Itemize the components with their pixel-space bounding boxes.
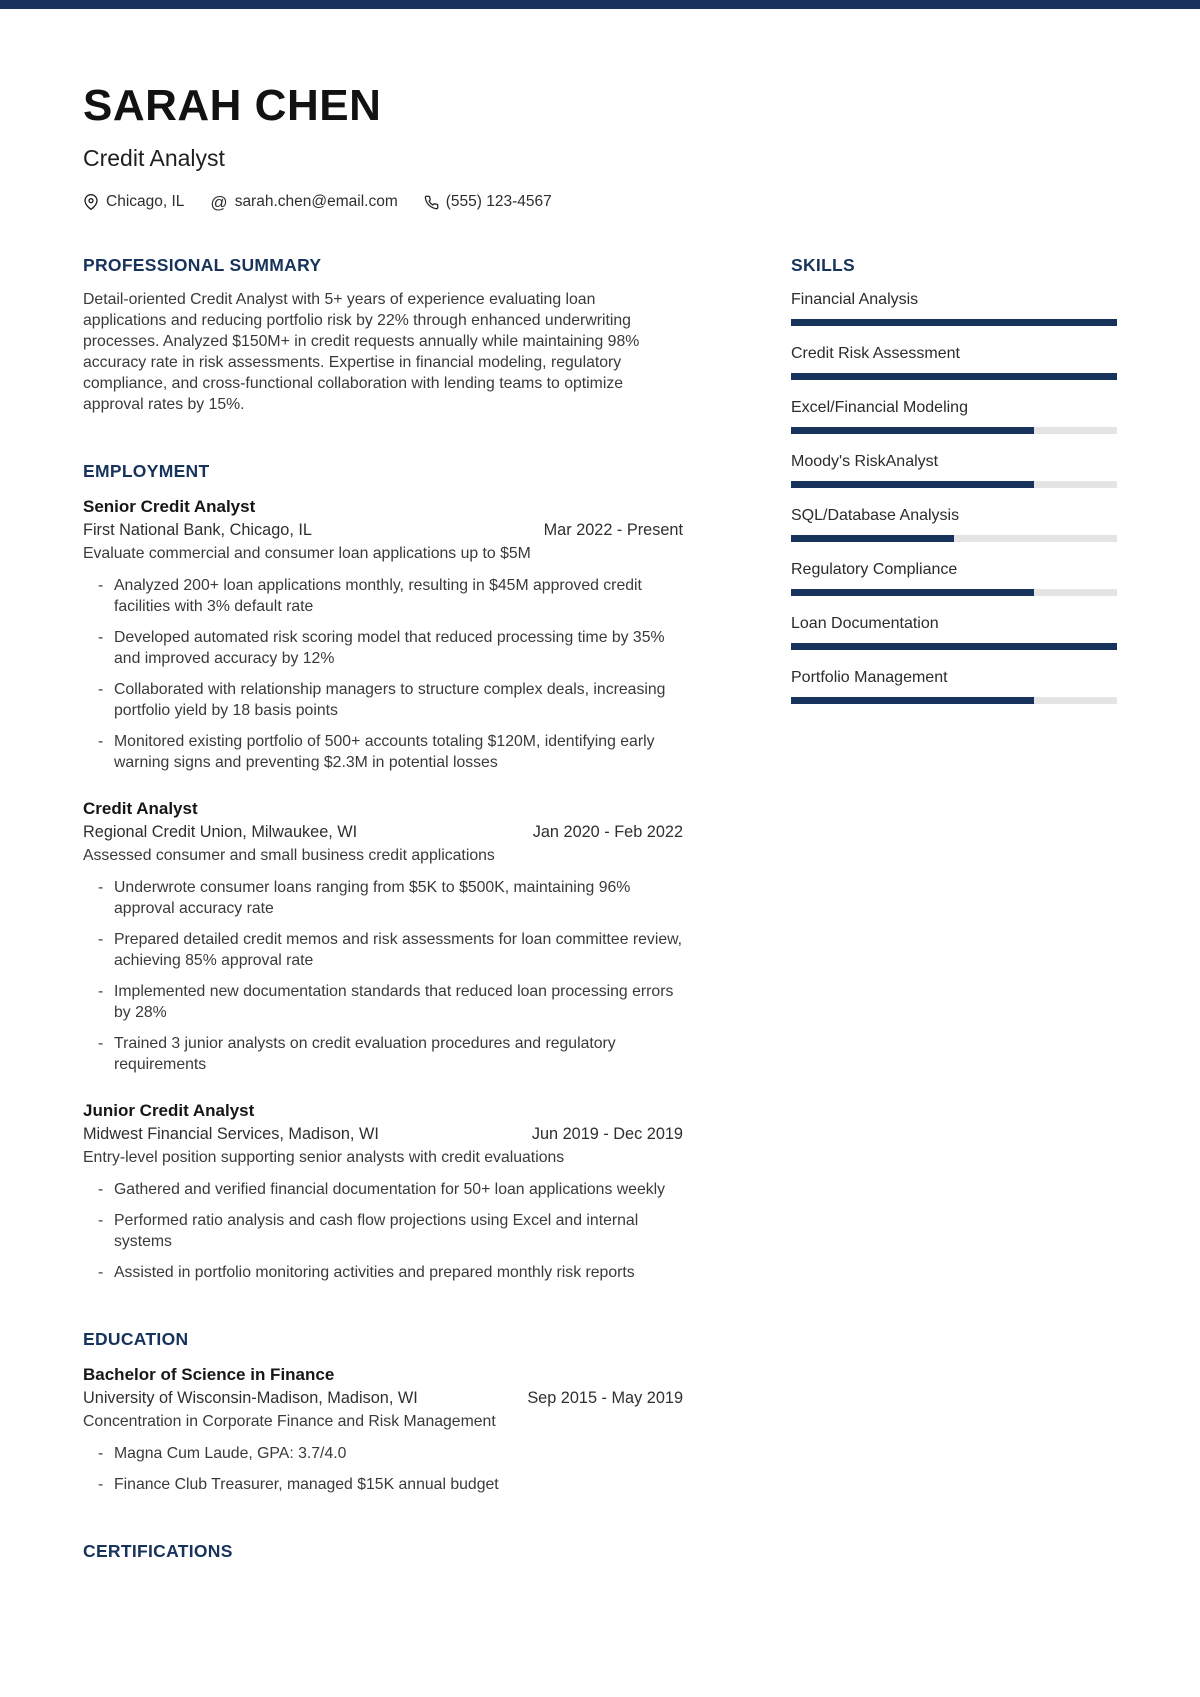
job-title: Credit Analyst <box>83 799 198 819</box>
bullet-item: - Trained 3 junior analysts on credit evaluation procedures and regulatory requirements <box>83 1033 683 1075</box>
skill-name: Portfolio Management <box>791 669 948 687</box>
person-name: SARAH CHEN <box>83 81 382 130</box>
skill-bar-track <box>791 697 1117 704</box>
contact-phone <box>424 193 552 211</box>
skill-bar-fill <box>791 319 1117 326</box>
skill-bar-track <box>791 319 1117 326</box>
skill-bar-fill <box>791 427 1034 434</box>
section-education <box>83 1329 683 1495</box>
skill-item <box>791 613 1117 650</box>
job-dates: Jan 2020 - Feb 2022 <box>532 823 683 842</box>
bullet-item: - Finance Club Treasurer, managed $15K annual budget <box>83 1474 683 1495</box>
skill-bar-track <box>791 589 1117 596</box>
contact-email-text: sarah.chen@email.com <box>234 193 398 211</box>
contact-location-text: Chicago, IL <box>106 193 185 211</box>
job-company: Midwest Financial Services, Madison, WI <box>83 1125 379 1144</box>
person-title: Credit Analyst <box>83 145 225 172</box>
skill-item <box>791 667 1117 704</box>
top-accent-bar <box>0 0 1200 9</box>
skill-bar-track <box>791 427 1117 434</box>
education-meta <box>83 1386 683 1410</box>
skill-name: Regulatory Compliance <box>791 561 958 579</box>
job-entry <box>83 797 683 1075</box>
bullet-item: - Performed ratio analysis and cash flow projections using Excel and internal systems <box>83 1210 683 1252</box>
skill-bar-fill <box>791 535 954 542</box>
job-summary: Entry-level position supporting senior analysts with credit evaluations <box>83 1149 565 1167</box>
bullet-item: - Implemented new documentation standards that reduced loan processing errors by 28% <box>83 981 683 1023</box>
skill-item <box>791 451 1117 488</box>
section-employment <box>83 461 683 1283</box>
bullet-item: - Underwrote consumer loans ranging from $5K to $500K, maintaining 96% approval accuracy rate <box>83 877 683 919</box>
skill-bar-track <box>791 373 1117 380</box>
summary-text: Detail-oriented Credit Analyst with 5+ years of experience evaluating loan applications and reducing portfolio risk by 22% through enhanced underwriting processes. Analyzed $150M+ in credit requests annually while maintaining 98% accuracy rate in risk assessments. Expertise in financial modeling, regulatory compliance, and cross-functional collaboration with lending teams to optimize approval rates by 15%. <box>83 291 640 414</box>
skill-bar-track <box>791 643 1117 650</box>
skill-item <box>791 559 1117 596</box>
bullet-item: - Developed automated risk scoring model that reduced processing time by 35% and improved accuracy by 12% <box>83 627 683 669</box>
job-dates: Mar 2022 - Present <box>543 521 683 540</box>
skill-item <box>791 289 1117 326</box>
location-pin-icon <box>83 194 99 210</box>
job-entry <box>83 495 683 773</box>
section-professional-summary <box>83 255 683 415</box>
phone-icon <box>424 195 439 210</box>
contact-location <box>83 193 184 211</box>
skill-bar-fill <box>791 373 1117 380</box>
contact-email <box>210 193 397 211</box>
job-bullets <box>83 1179 683 1283</box>
bullet-item: - Assisted in portfolio monitoring activities and prepared monthly risk reports <box>83 1262 683 1283</box>
education-bullets <box>83 1443 683 1495</box>
skill-bar-fill <box>791 697 1034 704</box>
resume-header <box>83 9 1117 211</box>
skill-item <box>791 343 1117 380</box>
section-certifications <box>83 1541 683 1562</box>
skill-bar-track <box>791 481 1117 488</box>
skill-name: Financial Analysis <box>791 291 919 309</box>
section-heading-employment: EMPLOYMENT <box>83 461 210 482</box>
skills-sidebar <box>791 255 1117 1575</box>
skill-bar-track <box>791 535 1117 542</box>
skill-bar-fill <box>791 481 1034 488</box>
bullet-item: - Gathered and verified financial documentation for 50+ loan applications weekly <box>83 1179 683 1200</box>
contact-row <box>83 193 1117 211</box>
skill-bar-fill <box>791 643 1117 650</box>
skill-name: Credit Risk Assessment <box>791 345 960 363</box>
section-heading-education: EDUCATION <box>83 1329 189 1350</box>
job-bullets <box>83 877 683 1075</box>
bullet-item: - Magna Cum Laude, GPA: 3.7/4.0 <box>83 1443 683 1464</box>
bullet-item: - Collaborated with relationship managers to structure complex deals, increasing portfolio yield by 18 basis points <box>83 679 683 721</box>
job-summary: Assessed consumer and small business credit applications <box>83 847 495 865</box>
degree-title: Bachelor of Science in Finance <box>83 1365 335 1385</box>
job-entry <box>83 1099 683 1283</box>
job-meta <box>83 820 683 844</box>
skill-name: SQL/Database Analysis <box>791 507 960 525</box>
contact-phone-text: (555) 123-4567 <box>445 193 552 211</box>
education-summary: Concentration in Corporate Finance and Risk Management <box>83 1413 496 1431</box>
bullet-item: - Prepared detailed credit memos and risk assessments for loan committee review, achieving 85% approval rate <box>83 929 683 971</box>
section-heading-summary: PROFESSIONAL SUMMARY <box>83 255 322 276</box>
job-title: Junior Credit Analyst <box>83 1101 255 1121</box>
section-heading-certifications: CERTIFICATIONS <box>83 1541 233 1562</box>
job-summary: Evaluate commercial and consumer loan applications up to $5M <box>83 545 531 563</box>
skill-item <box>791 397 1117 434</box>
skill-item <box>791 505 1117 542</box>
main-column <box>83 255 683 1575</box>
job-dates: Jun 2019 - Dec 2019 <box>531 1125 683 1144</box>
education-dates: Sep 2015 - May 2019 <box>527 1389 683 1408</box>
skill-name: Excel/Financial Modeling <box>791 399 968 417</box>
school-name: University of Wisconsin-Madison, Madison, WI <box>83 1389 418 1408</box>
at-sign-icon: @ <box>210 192 228 212</box>
section-heading-skills: SKILLS <box>791 255 856 276</box>
skill-name: Loan Documentation <box>791 615 939 633</box>
skill-bar-fill <box>791 589 1034 596</box>
content-columns <box>83 255 1117 1575</box>
bullet-item: - Monitored existing portfolio of 500+ accounts totaling $120M, identifying early warning signs and preventing $2.3M in potential losses <box>83 731 683 773</box>
skill-name: Moody's RiskAnalyst <box>791 453 939 471</box>
job-title: Senior Credit Analyst <box>83 497 256 517</box>
job-company: First National Bank, Chicago, IL <box>83 521 312 540</box>
job-meta <box>83 518 683 542</box>
job-company: Regional Credit Union, Milwaukee, WI <box>83 823 358 842</box>
job-bullets <box>83 575 683 773</box>
bullet-item: - Analyzed 200+ loan applications monthly, resulting in $45M approved credit facilities with 3% default rate <box>83 575 683 617</box>
education-entry <box>83 1363 683 1495</box>
job-meta <box>83 1122 683 1146</box>
